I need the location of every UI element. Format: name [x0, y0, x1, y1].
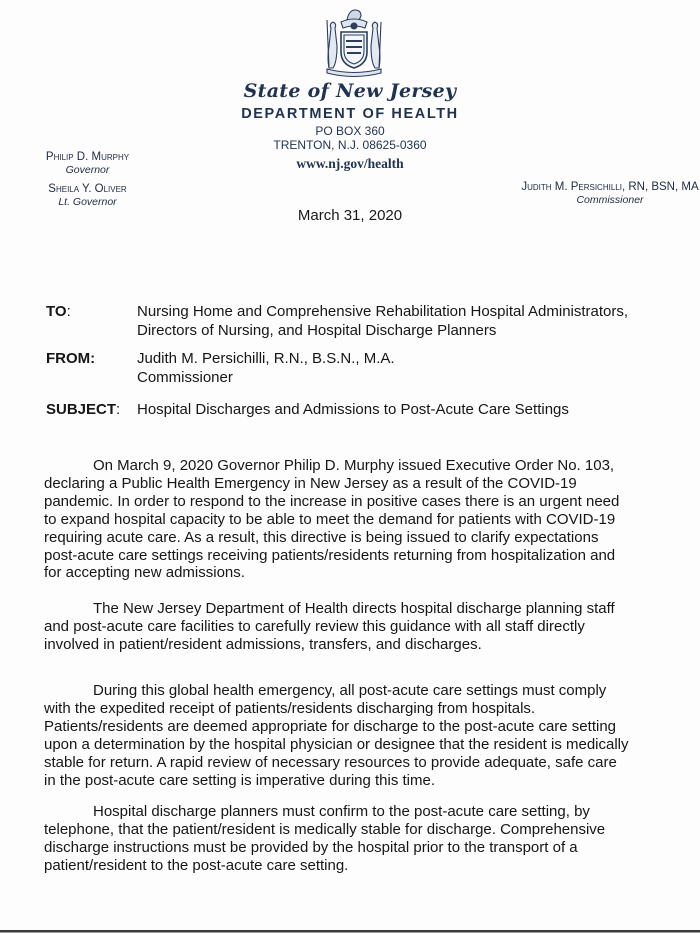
to-line-2: Directors of Nursing, and Hospital Discharge Planners: [137, 321, 497, 339]
lt-governor-name: Sheila Y. Oliver: [48, 183, 127, 195]
memo-date: March 31, 2020: [297, 207, 403, 224]
to-label-text: TO: [46, 303, 67, 320]
from-line-1: Judith M. Persichilli, R.N., B.S.N., M.A.: [137, 350, 395, 367]
paragraph-line: to expand hospital capacity to be able to meet the demand for patients with COVID-19: [44, 510, 616, 528]
to-line-1: Nursing Home and Comprehensive Rehabilitation Hospital Administrators,: [137, 303, 629, 320]
state-name-heading: State of New Jersey: [243, 80, 457, 102]
paragraph-line: pandemic. In order to respond to the increase in positive cases there is an urgent need: [44, 492, 620, 510]
paragraph-line: discharge instructions must be provided by the hospital prior to the transport of a: [44, 838, 578, 856]
paragraph-line: involved in patient/resident admissions, transfers, and discharges.: [44, 635, 482, 653]
body-paragraph-4: [44, 803, 694, 875]
subject-line-1: Hospital Discharges and Admissions to Post-Acute Care Settings: [137, 401, 569, 418]
paragraph-line: telephone, that the patient/resident is medically stable for discharge. Comprehensive: [44, 820, 606, 838]
memo-to-value: [137, 303, 628, 340]
paragraph-line: post-acute care settings receiving patients/residents returning from hospitalization and: [44, 546, 616, 564]
paragraph-line: declaring a Public Health Emergency in New Jersey as a result of the COVID-19: [44, 474, 577, 492]
commissioner-title: Commissioner: [576, 193, 644, 206]
paragraph-line: and post-acute care facilities to carefully review this guidance with all staff directly: [44, 617, 585, 635]
officials-left: [40, 151, 135, 215]
paragraph-line: requiring acute care. As a result, this directive is being issued to clarify expectations: [44, 528, 599, 546]
memo-from-value: [137, 350, 395, 387]
paragraph-line: for accepting new admissions.: [44, 564, 245, 582]
paragraph-line: with the expedited receipt of patients/residents discharging from hospitals.: [44, 699, 536, 717]
governor-name: Philip D. Murphy: [45, 151, 130, 163]
paragraph-line: On March 9, 2020 Governor Philip D. Murphy issued Executive Order No. 103,: [93, 457, 615, 474]
subject-colon: :: [116, 401, 121, 418]
paragraph-line: During this global health emergency, all post-acute care settings must comply: [93, 682, 607, 699]
address-line-2: TRENTON, N.J. 08625-0360: [273, 138, 427, 152]
governor-title: Governor: [65, 163, 110, 176]
memo-from-label: FROM:: [46, 350, 96, 367]
paragraph-line: Patients/residents are deemed appropriate for discharge to the post-acute care setting: [44, 717, 616, 735]
paragraph-line: patient/resident to the post-acute care setting.: [44, 856, 349, 874]
paragraph-line: Hospital discharge planners must confirm to the post-acute care setting, by: [93, 803, 590, 820]
body-paragraph-1: [44, 457, 694, 582]
lt-governor-title: Lt. Governor: [58, 195, 117, 208]
paragraph-line: stable for return. A rapid review of necessary resources to provide adequate, safe care: [44, 753, 617, 771]
paragraph-line: The New Jersey Department of Health directs hospital discharge planning staff: [93, 600, 615, 617]
state-seal-icon: [321, 6, 387, 78]
lt-governor-block: [40, 183, 135, 208]
to-colon: :: [66, 303, 71, 320]
commissioner-name: Judith M. Persichilli, RN, BSN, MA: [521, 181, 699, 193]
governor-block: [40, 151, 135, 176]
department-name: DEPARTMENT OF HEALTH: [241, 106, 459, 122]
memo-subject-value: [137, 401, 569, 420]
from-line-2: Commissioner: [137, 368, 233, 386]
address-line-1: PO BOX 360: [315, 124, 385, 138]
website-link[interactable]: www.nj.gov/health: [296, 156, 404, 171]
memo-subject-label: [46, 401, 120, 420]
paragraph-line: in the post-acute care setting is imperative during this time.: [44, 771, 436, 789]
paragraph-line: upon a determination by the hospital physician or designee that the resident is medically: [44, 735, 629, 753]
body-paragraph-2: [44, 600, 694, 654]
memo-to-label: [46, 303, 71, 322]
subject-label-text: SUBJECT: [46, 401, 117, 418]
commissioner-block: [500, 181, 700, 206]
seal-graphic: [321, 6, 387, 78]
body-paragraph-3: [44, 682, 694, 789]
